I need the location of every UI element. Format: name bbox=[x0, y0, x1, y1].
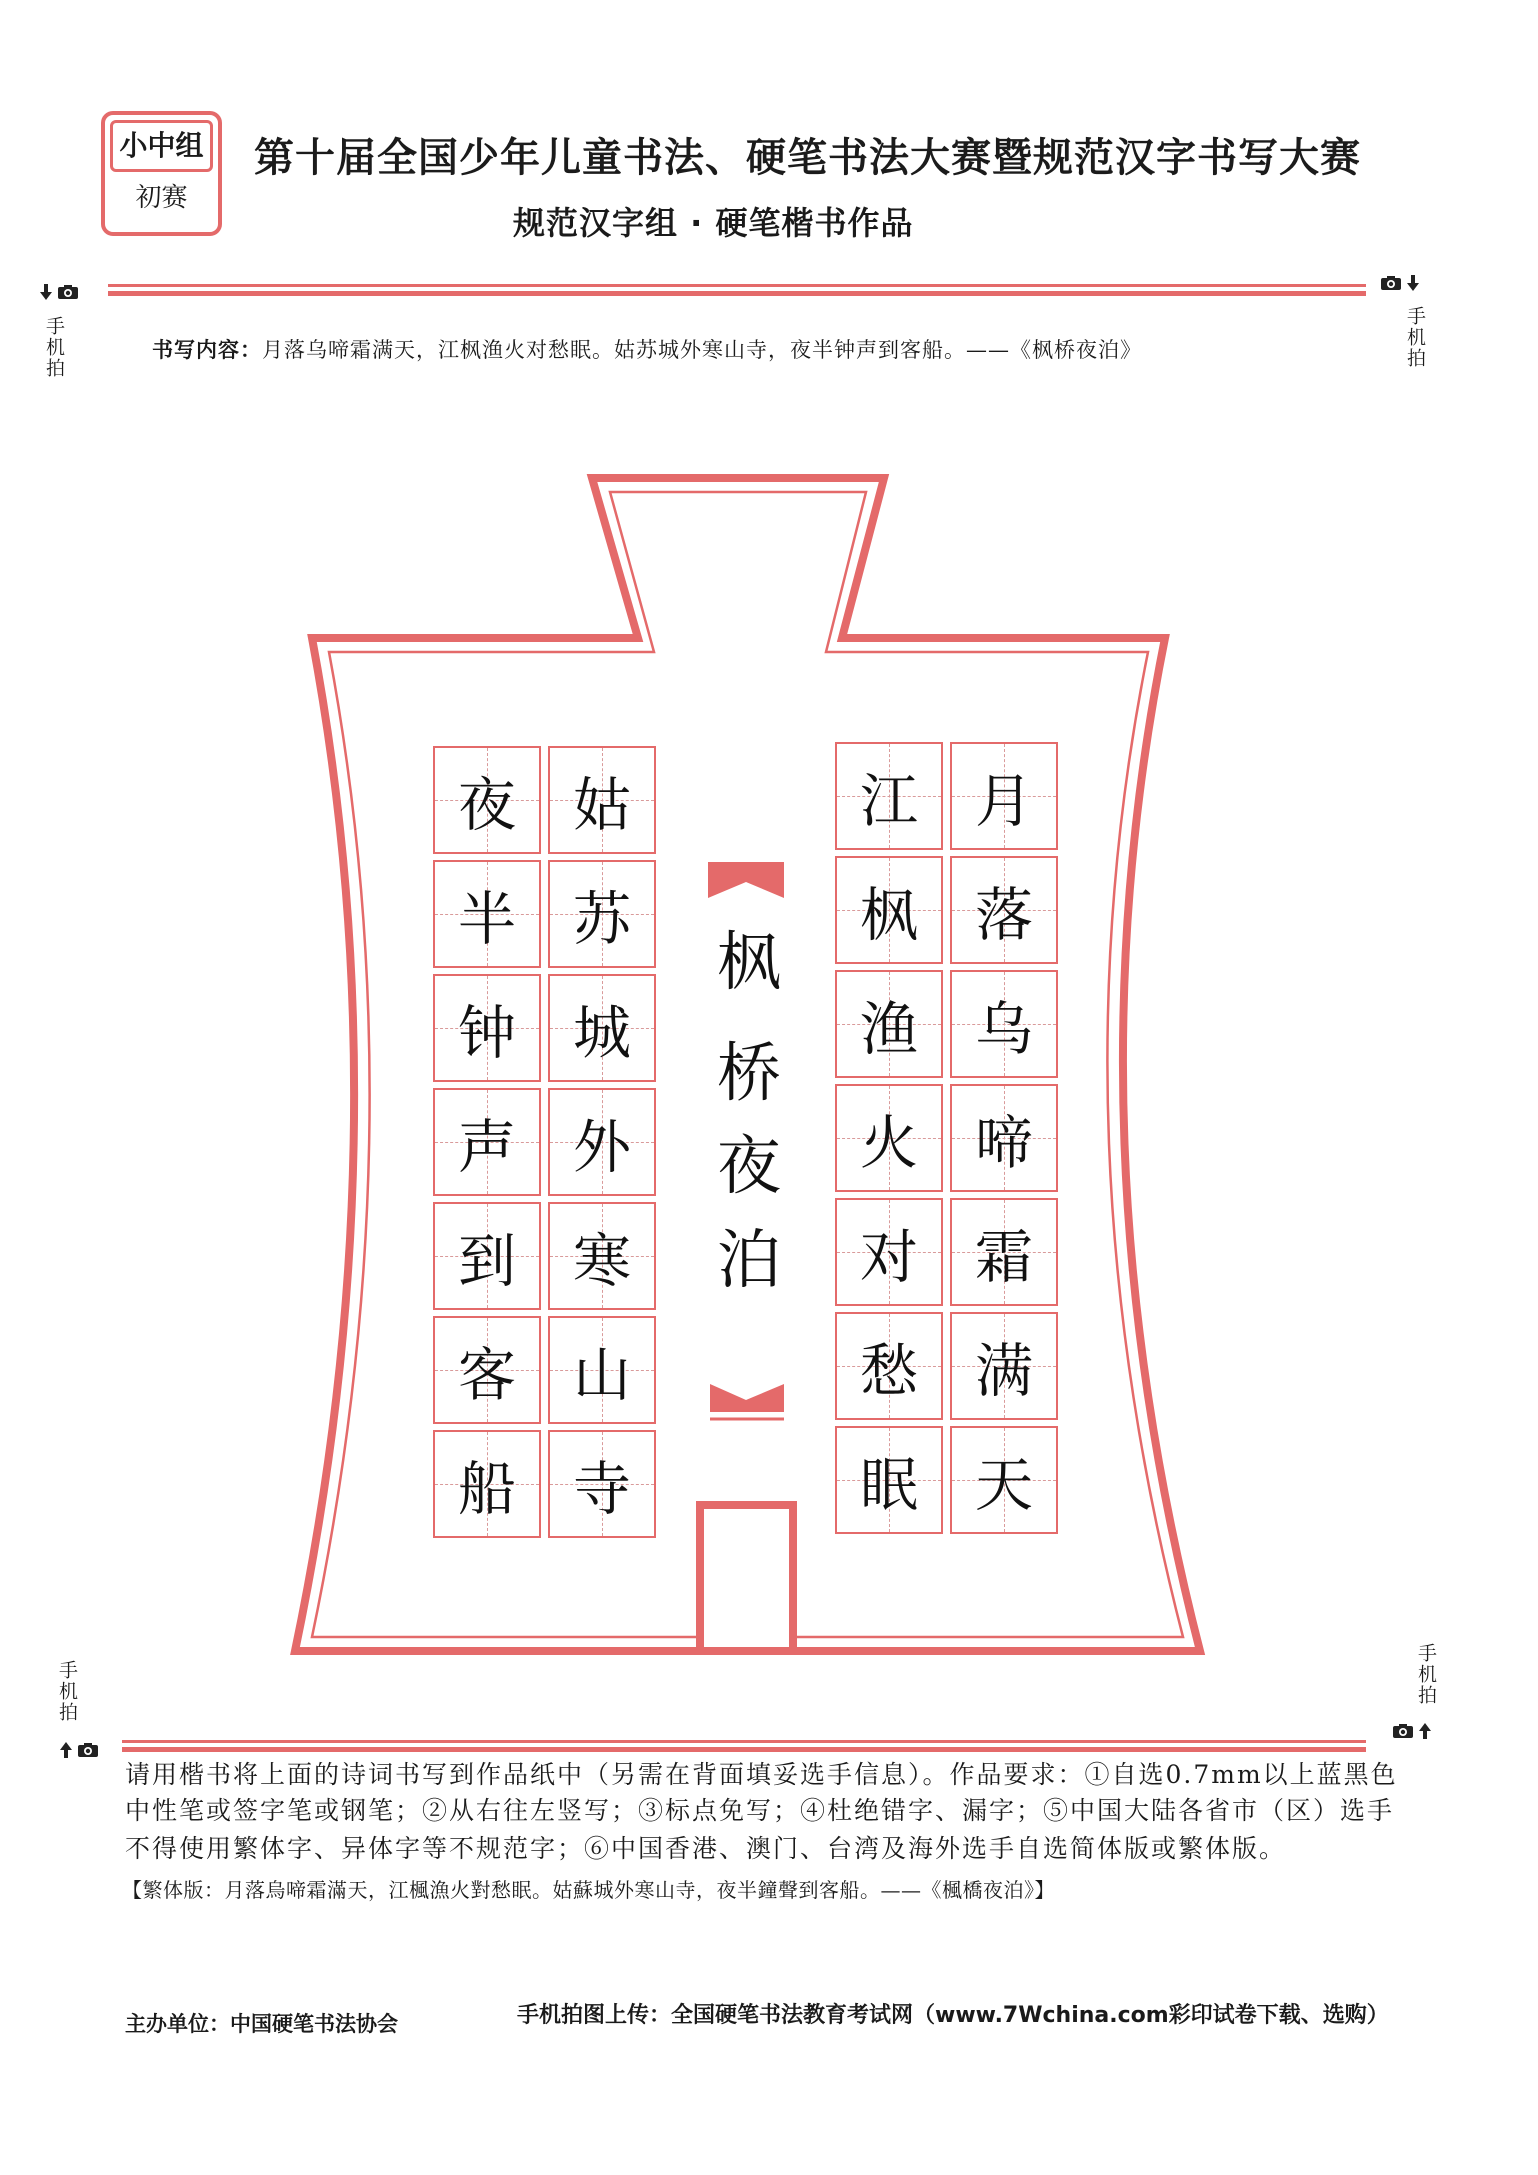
artwork-title-char: 枫 bbox=[717, 926, 781, 1000]
phone-photo-label-bottom-right: 手机拍 bbox=[1415, 1643, 1437, 1706]
page-subtitle: 规范汉字组 · 硬笔楷书作品 bbox=[513, 204, 914, 242]
bottom-left-marker bbox=[60, 1742, 99, 1762]
requirements-line: 请用楷书将上面的诗词书写到作品纸中（另需在背面填妥选手信息）。作品要求：①自选0.7mm以上蓝黑色 bbox=[125, 1760, 1398, 1789]
poem-char: 城 bbox=[572, 999, 631, 1067]
grid-cell bbox=[950, 1198, 1058, 1306]
poem-char: 霜 bbox=[974, 1223, 1033, 1291]
grid-cell bbox=[950, 1426, 1058, 1534]
grid-cell bbox=[835, 1084, 943, 1192]
poem-char: 夜 bbox=[457, 771, 516, 839]
poem-char: 愁 bbox=[859, 1337, 918, 1405]
poem-char: 乌 bbox=[974, 995, 1033, 1063]
poem-char: 寒 bbox=[572, 1227, 631, 1295]
bottom-right-marker bbox=[1392, 1723, 1431, 1743]
grid-cell bbox=[548, 974, 656, 1082]
poem-char: 船 bbox=[457, 1455, 516, 1523]
grid-cell bbox=[950, 856, 1058, 964]
camera-icon bbox=[1392, 1723, 1414, 1739]
grid-cell bbox=[548, 746, 656, 854]
poem-char: 天 bbox=[974, 1451, 1033, 1519]
grid-cell bbox=[548, 1430, 656, 1538]
poem-char: 枫 bbox=[859, 881, 918, 949]
poem-char: 满 bbox=[974, 1337, 1033, 1405]
poem-char: 对 bbox=[859, 1223, 918, 1291]
grid-cell bbox=[950, 970, 1058, 1078]
poem-char: 落 bbox=[974, 881, 1033, 949]
poem-char: 山 bbox=[572, 1341, 631, 1409]
grid-cell bbox=[835, 1312, 943, 1420]
grid-cell bbox=[433, 1316, 541, 1424]
poem-char: 眠 bbox=[859, 1451, 918, 1519]
artwork-title-char: 夜 bbox=[717, 1130, 781, 1204]
grid-cell bbox=[433, 1202, 541, 1310]
poem-char: 外 bbox=[572, 1113, 631, 1181]
writing-content-text: 月落乌啼霜满天，江枫渔火对愁眠。姑苏城外寒山寺，夜半钟声到客船。——《枫桥夜泊》 bbox=[262, 338, 1142, 362]
grid-cell bbox=[433, 746, 541, 854]
poem-char: 渔 bbox=[859, 995, 918, 1063]
badge-group-label: 小中组 bbox=[110, 120, 213, 172]
grid-cell bbox=[835, 1198, 943, 1306]
grid-cell bbox=[433, 1430, 541, 1538]
grid-cell bbox=[835, 742, 943, 850]
grid-cell bbox=[433, 860, 541, 968]
grid-cell bbox=[548, 1202, 656, 1310]
grid-cell bbox=[835, 856, 943, 964]
grid-cell bbox=[950, 742, 1058, 850]
phone-photo-label-bottom-left: 手机拍 bbox=[56, 1660, 78, 1723]
grid-cell bbox=[835, 970, 943, 1078]
grid-cell bbox=[950, 1312, 1058, 1420]
poem-char: 寺 bbox=[572, 1455, 631, 1523]
requirements-line: 中性笔或签字笔或钢笔；②从右往左竖写；③标点免写；④杜绝错字、漏字；⑤中国大陆各省市（区）选手 bbox=[125, 1796, 1395, 1825]
grid-cell bbox=[548, 1316, 656, 1424]
poem-char: 到 bbox=[457, 1227, 516, 1295]
grid-cell bbox=[835, 1426, 943, 1534]
phone-photo-label-top-right: 手机拍 bbox=[1404, 306, 1426, 369]
grid-cell bbox=[433, 974, 541, 1082]
traditional-version-text: 【繁体版：月落烏啼霜滿天，江楓漁火對愁眠。姑蘇城外寒山寺，夜半鐘聲到客船。——《楓橋夜泊》】 bbox=[122, 1878, 1055, 1902]
poem-char: 半 bbox=[457, 885, 516, 953]
requirements-line: 不得使用繁体字、异体字等不规范字；⑥中国香港、澳门、台湾及海外选手自选简体版或繁体版。 bbox=[125, 1834, 1287, 1863]
grid-cell bbox=[433, 1088, 541, 1196]
poem-char: 月 bbox=[974, 767, 1033, 835]
poem-char: 钟 bbox=[457, 999, 516, 1067]
poem-char: 火 bbox=[859, 1109, 918, 1177]
poem-char: 客 bbox=[457, 1341, 516, 1409]
artwork-title-char: 桥 bbox=[717, 1037, 781, 1111]
grid-cell bbox=[548, 860, 656, 968]
camera-icon bbox=[77, 1742, 99, 1758]
page-title: 第十届全国少年儿童书法、硬笔书法大赛暨规范汉字书写大赛 bbox=[254, 134, 1361, 181]
poem-char: 苏 bbox=[572, 885, 631, 953]
badge-round-label: 初赛 bbox=[135, 183, 188, 213]
organizer-text: 主办单位：中国硬笔书法协会 bbox=[125, 2012, 398, 2036]
arrow-up-icon bbox=[60, 1742, 72, 1758]
grid-cell bbox=[950, 1084, 1058, 1192]
upload-instructions: 手机拍图上传：全国硬笔书法教育考试网（www.7Wchina.com彩印试卷下载、选购） bbox=[517, 2003, 1389, 2028]
poem-char: 江 bbox=[859, 767, 918, 835]
writing-content-label: 书写内容： bbox=[152, 338, 262, 362]
phone-photo-label-top-left: 手机拍 bbox=[43, 316, 65, 379]
grid-cell bbox=[548, 1088, 656, 1196]
poem-char: 姑 bbox=[572, 771, 631, 839]
arrow-up-icon bbox=[1419, 1723, 1431, 1739]
artwork-title-char: 泊 bbox=[717, 1224, 781, 1298]
bottom-divider bbox=[122, 1740, 1366, 1752]
poem-char: 啼 bbox=[974, 1109, 1033, 1177]
poem-char: 声 bbox=[457, 1113, 516, 1181]
